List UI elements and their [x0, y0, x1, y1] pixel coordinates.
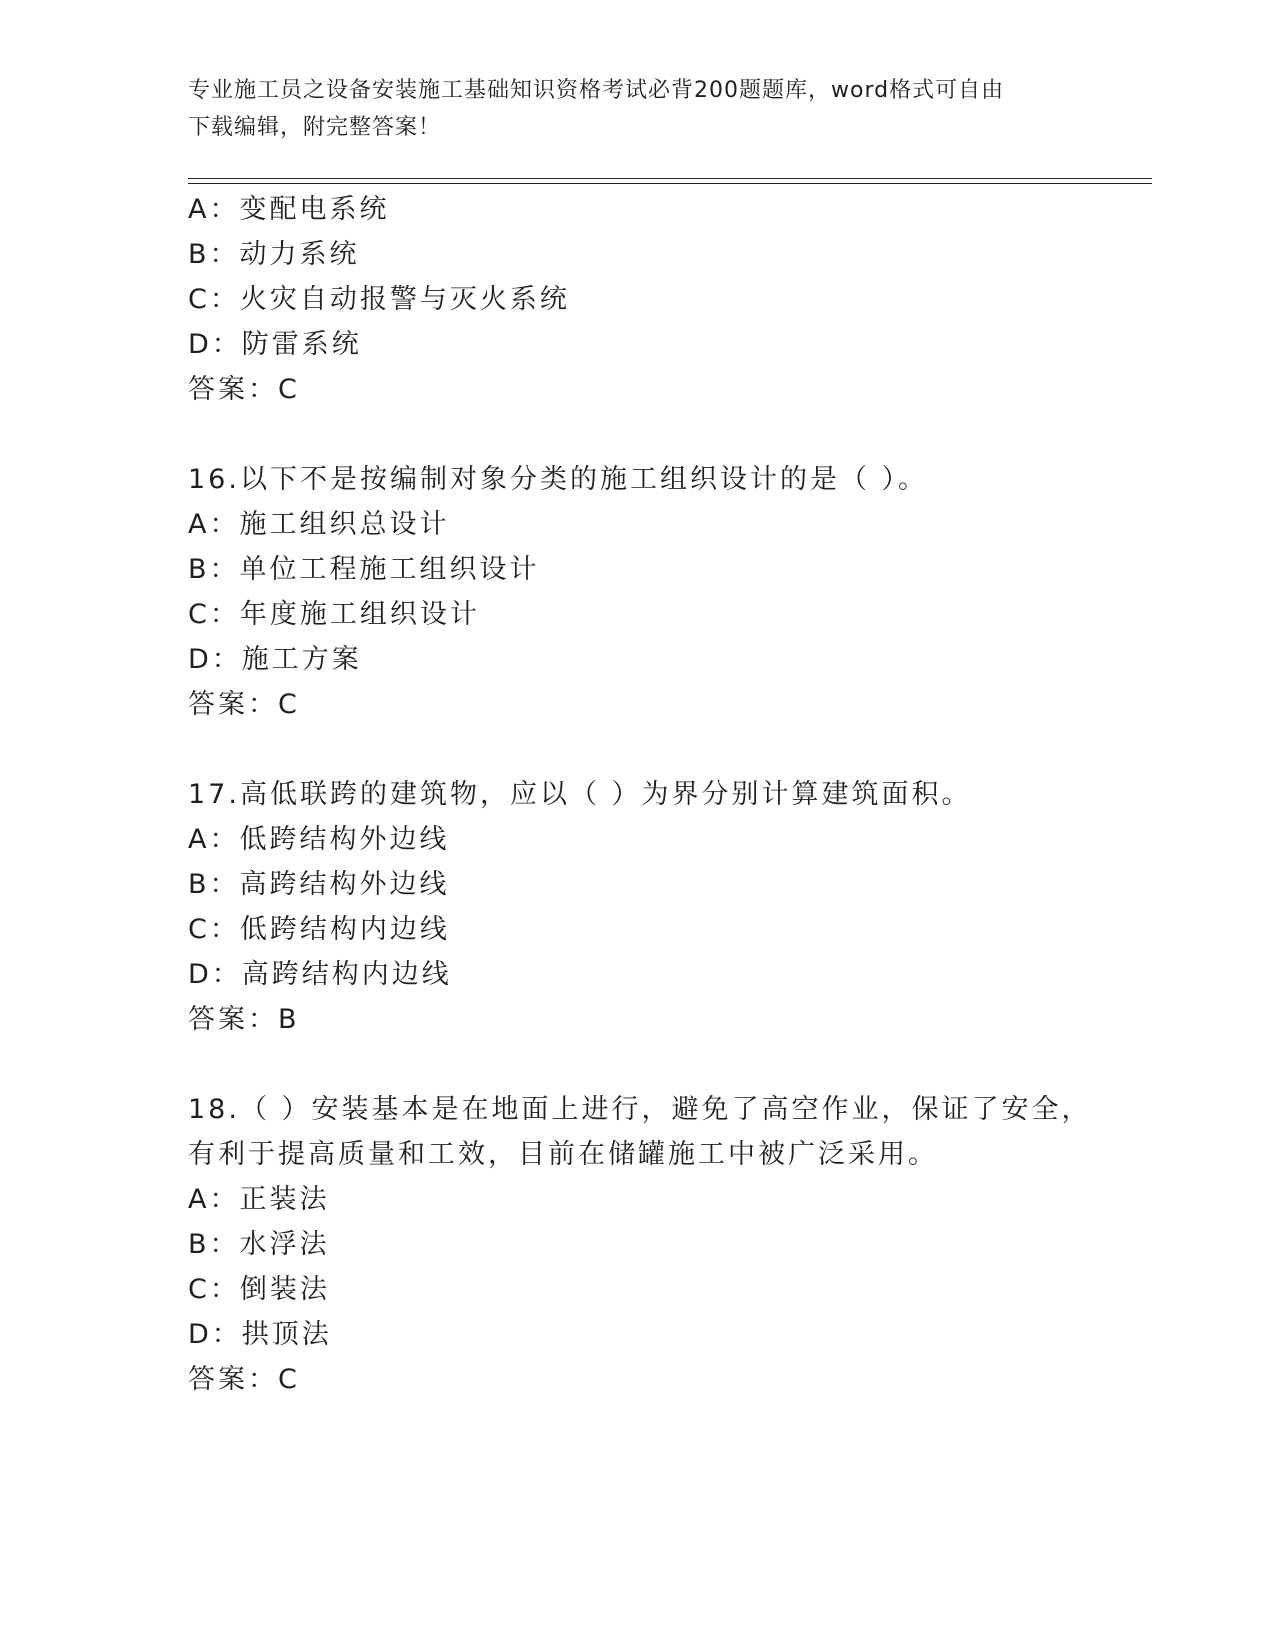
header-divider-bottom	[188, 183, 1152, 184]
q16-answer: 答案：C	[188, 689, 300, 720]
q18-option-b: B：水浮法	[188, 1229, 330, 1260]
q15-option-c: C：火灾自动报警与灭火系统	[188, 284, 570, 315]
q17-question: 17.高低联跨的建筑物，应以（ ）为界分别计算建筑面积。	[188, 779, 972, 810]
q18-question-line-1: 18.（ ）安装基本是在地面上进行，避免了高空作业，保证了安全，	[188, 1094, 1092, 1125]
q16-option-c: C：年度施工组织设计	[188, 599, 480, 630]
q17-option-c: C：低跨结构内边线	[188, 914, 450, 945]
q18-question-line-2: 有利于提高质量和工效，目前在储罐施工中被广泛采用。	[188, 1139, 938, 1170]
header-line-2: 下载编辑，附完整答案！	[188, 115, 442, 140]
q16-option-b: B：单位工程施工组织设计	[188, 554, 540, 585]
header-divider-top	[188, 178, 1152, 179]
q17-option-b: B：高跨结构外边线	[188, 869, 450, 900]
q18-answer: 答案：C	[188, 1364, 300, 1395]
q18-option-d: D：拱顶法	[188, 1319, 332, 1350]
q16-option-a: A：施工组织总设计	[188, 509, 450, 540]
q16-question: 16.以下不是按编制对象分类的施工组织设计的是（ ）。	[188, 464, 929, 495]
q16-option-d: D：施工方案	[188, 644, 362, 675]
header-line-1: 专业施工员之设备安装施工基础知识资格考试必背200题题库，word格式可自由	[188, 78, 1005, 103]
q17-option-a: A：低跨结构外边线	[188, 824, 450, 855]
q17-option-d: D：高跨结构内边线	[188, 959, 452, 990]
q17-answer: 答案：B	[188, 1004, 300, 1035]
document-header	[188, 72, 1088, 146]
q15-option-b: B：动力系统	[188, 239, 360, 270]
q18-option-a: A：正装法	[188, 1184, 330, 1215]
q15-option-a: A：变配电系统	[188, 194, 390, 225]
q15-option-d: D：防雷系统	[188, 329, 362, 360]
q15-answer: 答案：C	[188, 374, 300, 405]
q18-option-c: C：倒装法	[188, 1274, 330, 1305]
